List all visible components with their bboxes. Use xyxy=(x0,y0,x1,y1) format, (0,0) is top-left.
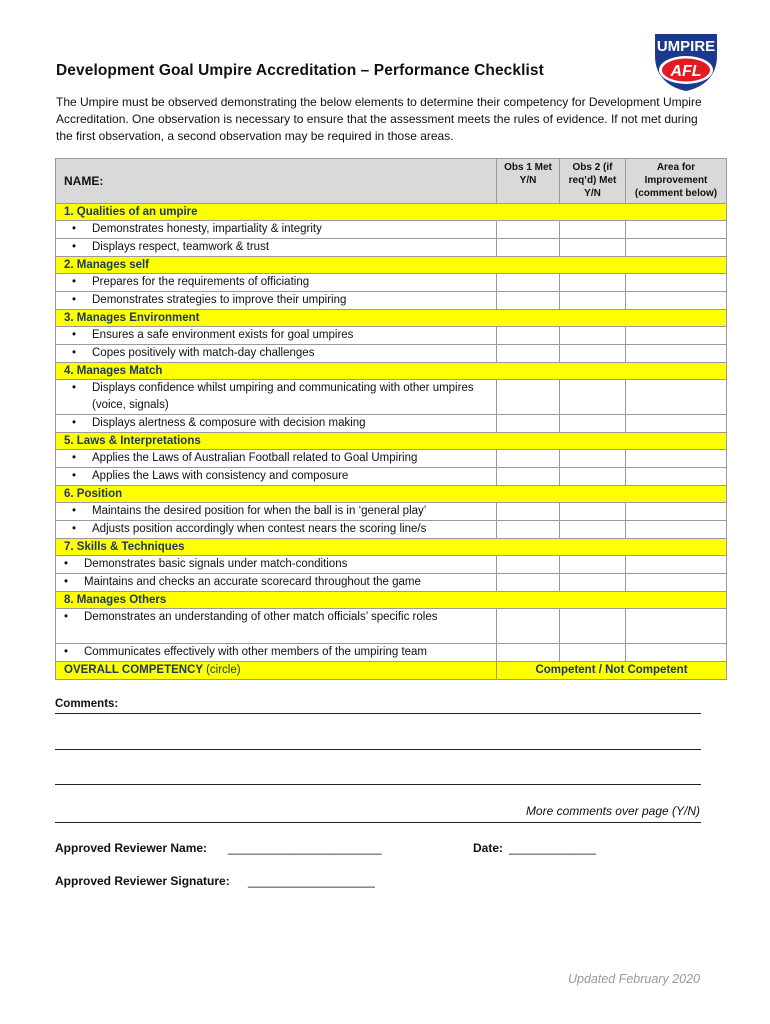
section-row xyxy=(56,363,727,380)
section-title: 6. Position xyxy=(56,486,727,503)
obs2-cell[interactable] xyxy=(560,450,626,468)
criterion-text: Communicates effectively with other members of the umpiring team xyxy=(84,646,428,658)
criterion-text: Prepares for the requirements of officiating xyxy=(92,276,310,288)
criterion-text: Demonstrates an understanding of other match officials’ specific roles xyxy=(84,611,438,623)
criterion-cell xyxy=(56,345,497,363)
criterion-cell xyxy=(56,521,497,539)
improvement-cell[interactable] xyxy=(626,274,727,292)
comments-label: Comments: xyxy=(55,698,119,710)
section-row xyxy=(56,257,727,274)
obs1-cell[interactable] xyxy=(497,327,560,345)
obs2-cell[interactable] xyxy=(560,556,626,574)
improvement-cell[interactable] xyxy=(626,503,727,521)
section-title: 2. Manages self xyxy=(56,257,727,274)
overall-label: OVERALL COMPETENCY xyxy=(64,664,203,676)
criterion-text: Displays respect, teamwork & trust xyxy=(92,241,270,253)
criterion-text: Displays confidence whilst umpiring and communicating with other umpires (voice, signals) xyxy=(92,382,474,411)
section-title: 1. Qualities of an umpire xyxy=(56,204,727,221)
section-row xyxy=(56,486,727,503)
bullet: • xyxy=(64,611,69,623)
bullet: • xyxy=(64,646,69,658)
obs2-cell[interactable] xyxy=(560,380,626,415)
improvement-cell[interactable] xyxy=(626,644,727,662)
bullet: • xyxy=(72,382,77,394)
improvement-cell[interactable] xyxy=(626,239,727,257)
checklist-item-row xyxy=(56,644,727,662)
bullet: • xyxy=(64,576,69,588)
obs1-cell[interactable] xyxy=(497,609,560,644)
obs2-cell[interactable] xyxy=(560,574,626,592)
svg-text:UMPIRE: UMPIRE xyxy=(656,38,716,55)
checklist-item-row xyxy=(56,521,727,539)
obs1-cell[interactable] xyxy=(497,221,560,239)
bullet: • xyxy=(72,223,77,235)
criterion-text: Maintains the desired position for when the ball is in ‘general play’ xyxy=(92,505,427,517)
updated-date: Updated February 2020 xyxy=(567,972,700,986)
improvement-cell[interactable] xyxy=(626,521,727,539)
improvement-cell[interactable] xyxy=(626,574,727,592)
obs2-cell[interactable] xyxy=(560,239,626,257)
checklist-item-row xyxy=(56,327,727,345)
section-title: 3. Manages Environment xyxy=(56,310,727,327)
bullet: • xyxy=(72,417,77,429)
improvement-cell[interactable] xyxy=(626,221,727,239)
bullet: • xyxy=(72,523,77,535)
obs1-cell[interactable] xyxy=(497,450,560,468)
name-field[interactable]: NAME: xyxy=(56,159,497,204)
obs1-header: Obs 1 Met Y/N xyxy=(497,159,560,204)
obs1-cell[interactable] xyxy=(497,380,560,415)
svg-text:AFL: AFL xyxy=(670,63,702,80)
bullet: • xyxy=(64,558,69,570)
bullet: • xyxy=(72,294,77,306)
obs2-cell[interactable] xyxy=(560,609,626,644)
obs1-cell[interactable] xyxy=(497,415,560,433)
criterion-cell xyxy=(56,574,497,592)
criterion-text: Maintains and checks an accurate scorecard throughout the game xyxy=(84,576,421,588)
criterion-cell xyxy=(56,503,497,521)
overall-competency-row xyxy=(56,662,727,680)
overall-note: (circle) xyxy=(206,664,241,676)
criterion-cell xyxy=(56,380,497,415)
criterion-cell xyxy=(56,644,497,662)
area-header: Area for Improvement (comment below) xyxy=(626,159,727,204)
signature-blank[interactable]: ___________________ xyxy=(248,874,375,888)
section-title: 8. Manages Others xyxy=(56,592,727,609)
criterion-text: Demonstrates honesty, impartiality & integrity xyxy=(92,223,322,235)
criterion-cell xyxy=(56,609,497,644)
criterion-text: Demonstrates basic signals under match-conditions xyxy=(84,558,348,570)
bullet: • xyxy=(72,276,77,288)
criterion-text: Ensures a safe environment exists for goal umpires xyxy=(92,329,354,341)
improvement-cell[interactable] xyxy=(626,292,727,310)
obs2-cell[interactable] xyxy=(560,644,626,662)
checklist-item-row xyxy=(56,415,727,433)
obs1-cell[interactable] xyxy=(497,574,560,592)
checklist-item-row xyxy=(56,221,727,239)
signature-label: Approved Reviewer Signature: xyxy=(55,874,230,888)
obs2-cell[interactable] xyxy=(560,345,626,363)
more-comments-note: More comments over page (Y/N) xyxy=(525,804,700,818)
criterion-text: Adjusts position accordingly when contest nears the scoring line/s xyxy=(92,523,427,535)
checklist-item-row xyxy=(56,450,727,468)
intro-paragraph: The Umpire must be observed demonstrating the below elements to determine their competency for Development Umpire Accreditation. One observation is necessary to ensure that the assessment meets the rules of evidence. If not met during the first observation, a second observation may be required in those areas. xyxy=(56,95,702,143)
checklist-item-row xyxy=(56,574,727,592)
criterion-cell xyxy=(56,292,497,310)
improvement-cell[interactable] xyxy=(626,609,727,644)
bullet: • xyxy=(72,347,77,359)
section-title: 7. Skills & Techniques xyxy=(56,539,727,556)
section-row xyxy=(56,592,727,609)
checklist-item-row xyxy=(56,556,727,574)
checklist-item-row xyxy=(56,380,727,415)
comment-line[interactable] xyxy=(55,749,701,750)
obs1-cell[interactable] xyxy=(497,644,560,662)
section-row xyxy=(56,539,727,556)
checklist-item-row xyxy=(56,274,727,292)
improvement-cell[interactable] xyxy=(626,327,727,345)
checklist-item-row xyxy=(56,292,727,310)
improvement-cell[interactable] xyxy=(626,380,727,415)
obs1-cell[interactable] xyxy=(497,345,560,363)
criterion-cell xyxy=(56,221,497,239)
reviewer-name-blank[interactable]: _______________________ xyxy=(228,841,382,855)
overall-label-cell xyxy=(56,662,497,680)
obs2-cell[interactable] xyxy=(560,327,626,345)
obs1-cell[interactable] xyxy=(497,503,560,521)
criterion-text: Demonstrates strategies to improve their umpiring xyxy=(92,294,347,306)
date-blank[interactable]: _____________ xyxy=(509,841,596,855)
checklist-item-row xyxy=(56,503,727,521)
criterion-text: Displays alertness & composure with decision making xyxy=(92,417,366,429)
improvement-cell[interactable] xyxy=(626,345,727,363)
bullet: • xyxy=(72,241,77,253)
bullet: • xyxy=(72,452,77,464)
improvement-cell[interactable] xyxy=(626,415,727,433)
criterion-text: Applies the Laws with consistency and composure xyxy=(92,470,349,482)
criterion-cell xyxy=(56,450,497,468)
comment-line[interactable] xyxy=(55,713,701,714)
bullet: • xyxy=(72,470,77,482)
section-row xyxy=(56,433,727,450)
comment-line[interactable] xyxy=(55,784,701,785)
criterion-cell xyxy=(56,239,497,257)
obs2-cell[interactable] xyxy=(560,503,626,521)
obs2-cell[interactable] xyxy=(560,292,626,310)
criterion-cell xyxy=(56,415,497,433)
obs1-cell[interactable] xyxy=(497,239,560,257)
obs2-cell[interactable] xyxy=(560,415,626,433)
reviewer-name-label: Approved Reviewer Name: xyxy=(55,841,208,855)
obs1-cell[interactable] xyxy=(497,292,560,310)
checklist-item-row xyxy=(56,468,727,486)
obs2-cell[interactable] xyxy=(560,274,626,292)
criterion-text: Copes positively with match-day challenges xyxy=(92,347,315,359)
section-row xyxy=(56,204,727,221)
obs1-cell[interactable] xyxy=(497,521,560,539)
improvement-cell[interactable] xyxy=(626,468,727,486)
page-title: Development Goal Umpire Accreditation – Performance Checklist xyxy=(56,62,544,79)
obs2-header: Obs 2 (if req’d) Met Y/N xyxy=(560,159,626,204)
bullet: • xyxy=(72,505,77,517)
checklist-item-row xyxy=(56,609,727,644)
obs1-cell[interactable] xyxy=(497,468,560,486)
improvement-cell[interactable] xyxy=(626,556,727,574)
obs2-cell[interactable] xyxy=(560,221,626,239)
performance-checklist-table xyxy=(55,158,727,680)
criterion-cell xyxy=(56,556,497,574)
bullet: • xyxy=(72,329,77,341)
obs2-cell[interactable] xyxy=(560,521,626,539)
improvement-cell[interactable] xyxy=(626,450,727,468)
criterion-cell xyxy=(56,274,497,292)
criterion-cell xyxy=(56,468,497,486)
criterion-cell xyxy=(56,327,497,345)
criterion-text: Applies the Laws of Australian Football related to Goal Umpiring xyxy=(92,452,418,464)
comment-line[interactable] xyxy=(55,822,701,823)
obs1-cell[interactable] xyxy=(497,556,560,574)
obs2-cell[interactable] xyxy=(560,468,626,486)
section-title: 4. Manages Match xyxy=(56,363,727,380)
afl-umpire-logo xyxy=(651,30,721,92)
checklist-item-row xyxy=(56,239,727,257)
obs1-cell[interactable] xyxy=(497,274,560,292)
table-header-row xyxy=(56,159,727,204)
checklist-item-row xyxy=(56,345,727,363)
competent-selection[interactable]: Competent / Not Competent xyxy=(497,662,727,680)
date-label: Date: xyxy=(473,841,504,855)
section-title: 5. Laws & Interpretations xyxy=(56,433,727,450)
section-row xyxy=(56,310,727,327)
